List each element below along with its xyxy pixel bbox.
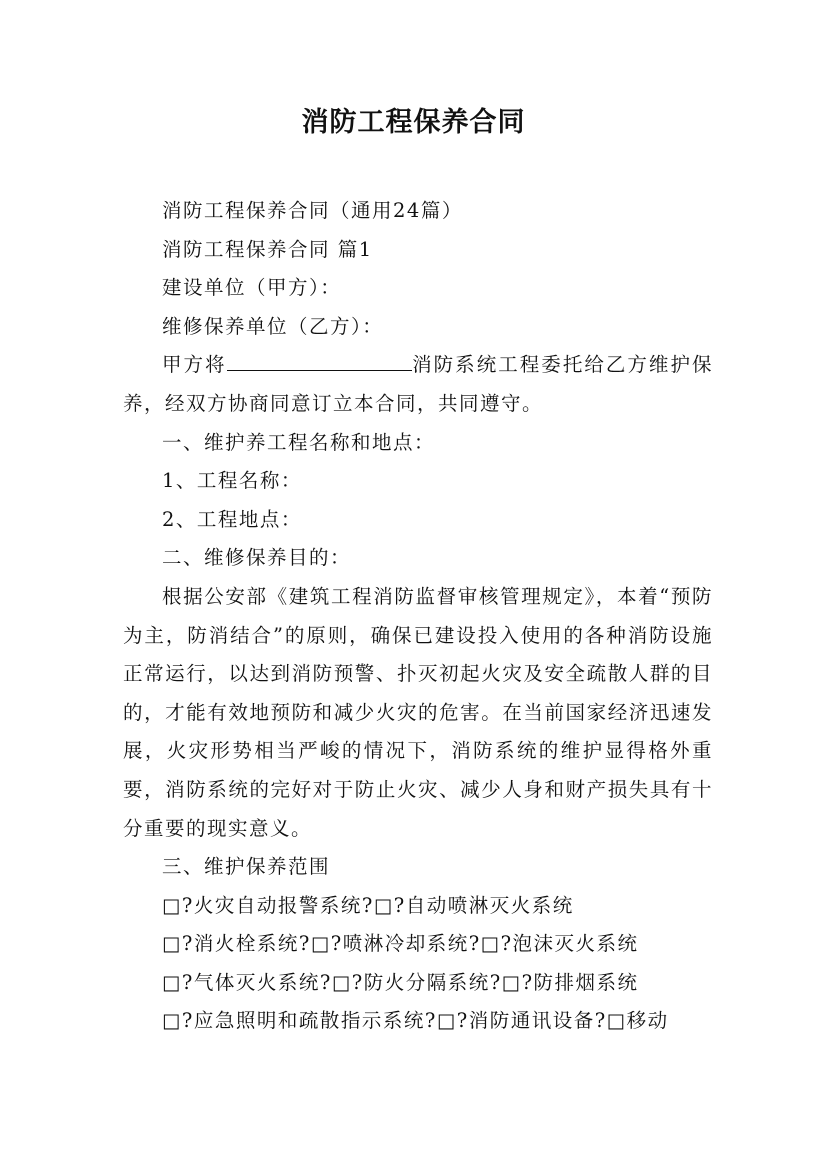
paragraph-scope-line-4: □?应急照明和疏散指示系统?□?消防通讯设备?□移动 (162, 1009, 669, 1033)
entrust-text-after: 消防系统工程委托给乙方维护保养，经双方协商同意订立本合同，共同遵守。 (123, 353, 713, 415)
document-title: 消防工程保养合同 (301, 107, 526, 138)
paragraph-project-name: 1、工程名称： (162, 469, 302, 493)
paragraph-scope-line-2: □?消火栓系统?□?喷淋冷却系统?□?泡沫灭火系统 (162, 932, 639, 956)
entrust-text-before: 甲方将 (162, 353, 227, 377)
document-body (123, 192, 713, 1041)
paragraph-heading-2: 二、维修保养目的： (162, 546, 352, 570)
paragraph-scope-line-1: □?火灾自动报警系统?□?自动喷淋灭火系统 (162, 893, 574, 917)
paragraph-party-a: 建设单位（甲方）： (162, 276, 342, 300)
fill-in-blank (227, 352, 412, 371)
paragraph-project-location: 2、工程地点： (162, 507, 302, 531)
paragraph-party-b: 维修保养单位（乙方）： (162, 314, 384, 338)
paragraph-section-heading: 消防工程保养合同 篇1 (162, 237, 373, 261)
paragraph-purpose: 根据公安部《建筑工程消防监督审核管理规定》，本着“预防为主，防消结合”的原则，确保已建设投入使用的各种消防设施正常运行，以达到消防预警、扑灭初起火灾及安全疏散人群的目的，才能有效地预防和减少火灾的危害。在当前国家经济迅速发展，火灾形势相当严峻的情况下，消防系统的维护显得格外重要，消防系统的完好对于防止火灾、减少人身和财产损失具有十分重要的现实意义。 (123, 584, 713, 840)
paragraph-subtitle: 消防工程保养合同（通用24篇） (162, 199, 463, 222)
paragraph-scope-line-3: □?气体灭火系统?□?防火分隔系统?□?防排烟系统 (162, 970, 639, 994)
paragraph-heading-3: 三、维护保养范围 (162, 855, 331, 879)
paragraph-heading-1: 一、维护养工程名称和地点： (162, 430, 436, 454)
paragraph-entrust (123, 346, 713, 423)
